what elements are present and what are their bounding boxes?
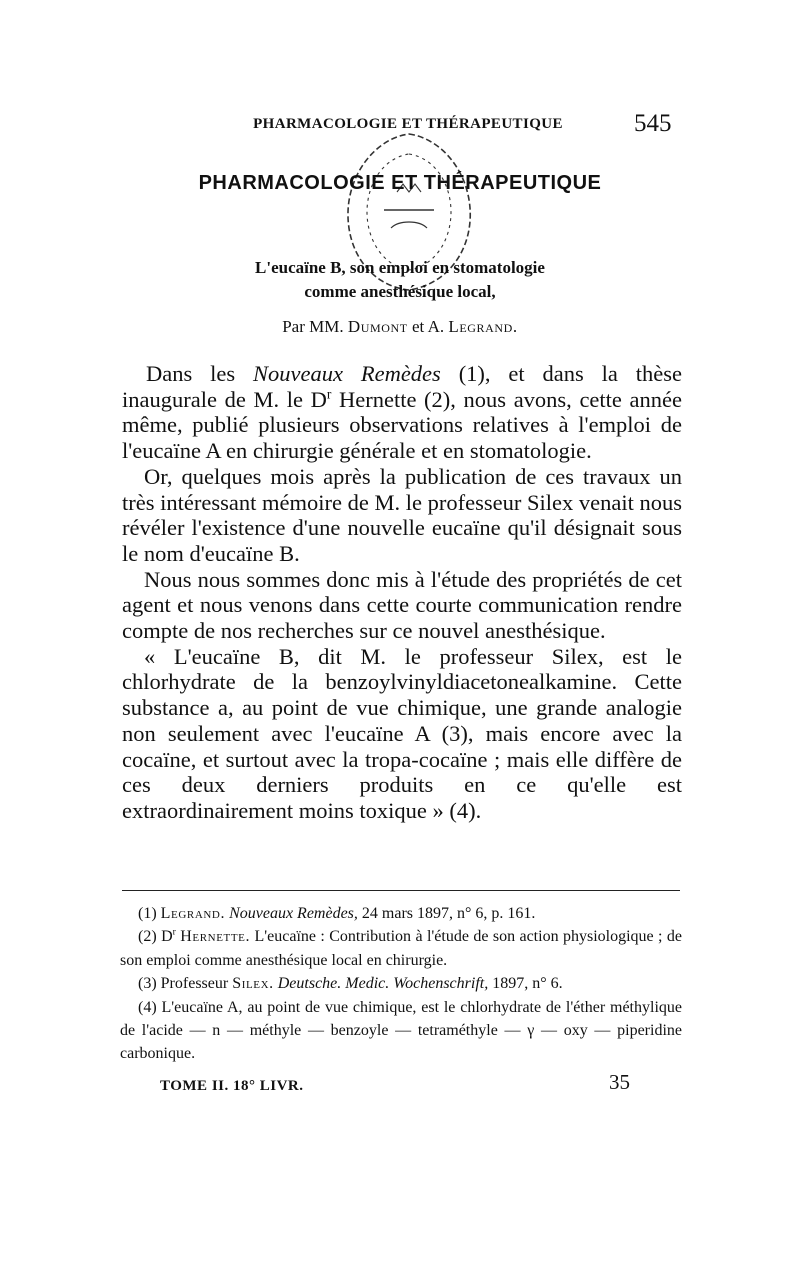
page-number: 545	[634, 110, 672, 137]
footnote-1: (1) Legrand. Nouveaux Remèdes, 24 mars 1897, n° 6, p. 161.	[138, 905, 536, 922]
paragraph-3: Nous nous sommes donc mis à l'étude des propriétés de cet agent et nous venons dans cette courte communication rendre compte de nos recherches sur ce nouvel anesthésique.	[122, 566, 682, 644]
paragraph-2: Or, quelques mois après la publication de ces travaux un très intéressant mémoire de M. le professeur Silex venait nous révéler l'existence d'une nouvelle eucaïne qu'il désignait sous le nom d'eucaïne B.	[122, 463, 682, 566]
signature-number: 35	[609, 1070, 630, 1094]
section-title: PHARMACOLOGIE ET THÉRAPEUTIQUE	[198, 172, 602, 194]
running-title: PHARMACOLOGIE ET THÉRAPEUTIQUE	[253, 116, 563, 132]
author-dumont: Dumont	[347, 317, 408, 336]
footnotes	[120, 902, 682, 1066]
paragraph-1: Dans les Nouveaux Remèdes (1), et dans la thèse inaugurale de M. le $D^r$ Hernette (2), nous avons, cette année même, publié plusieurs observations relatives à l'emploi de l'eucaïne A en chirurgie générale et en stomatologie.	[122, 361, 682, 464]
paragraph-4: « L'eucaïne B, dit M. le professeur Silex, est le chlorhydrate de la benzoylvinyldiacetonealkamine. Cette substance a, au point de vue chimique, une grande analogie non seulement avec l'eucaïne A (3), mais encore avec la cocaïne, et surtout avec la tropa-cocaïne ; mais elle diffère de ces deux derniers produits en ce qu'elle est extraordinairement moins toxique » (4).	[122, 643, 682, 823]
footnote-divider	[122, 890, 680, 891]
journal-title: Nouveaux Remèdes	[253, 361, 441, 386]
footnote-3: (3) Professeur Silex. Deutsche. Medic. Wochenschrift, 1897, n° 6.	[138, 975, 563, 993]
authors-prefix: Par MM.	[282, 317, 344, 336]
article-title-line-1: L'eucaïne B, son emploi en stomatologie	[255, 258, 545, 277]
authors-line	[150, 317, 650, 337]
footnote-4: (4) L'eucaïne A, au point de vue chimique, est le chlorhydrate de l'éther méthylique de l'acide — n — méthyle — benzoyle — tetraméthyle — γ — oxy — piperidine carbonique.	[120, 998, 682, 1063]
footnote-2: (2) $D^r$ Hernette. L'eucaïne : Contribution à l'étude de son action physiologique ; de son emploi comme anesthésique local en chirurgie.	[120, 927, 682, 969]
article-title-line-2: comme anesthésique local,	[304, 282, 496, 301]
volume-signature: TOME II. 18° LIVR.	[160, 1078, 304, 1094]
article-body	[122, 361, 682, 824]
page-footer	[0, 1070, 800, 1098]
author-legrand: Legrand.	[448, 317, 518, 336]
authors-conjunction: et A.	[411, 317, 445, 336]
article-title	[150, 256, 650, 304]
